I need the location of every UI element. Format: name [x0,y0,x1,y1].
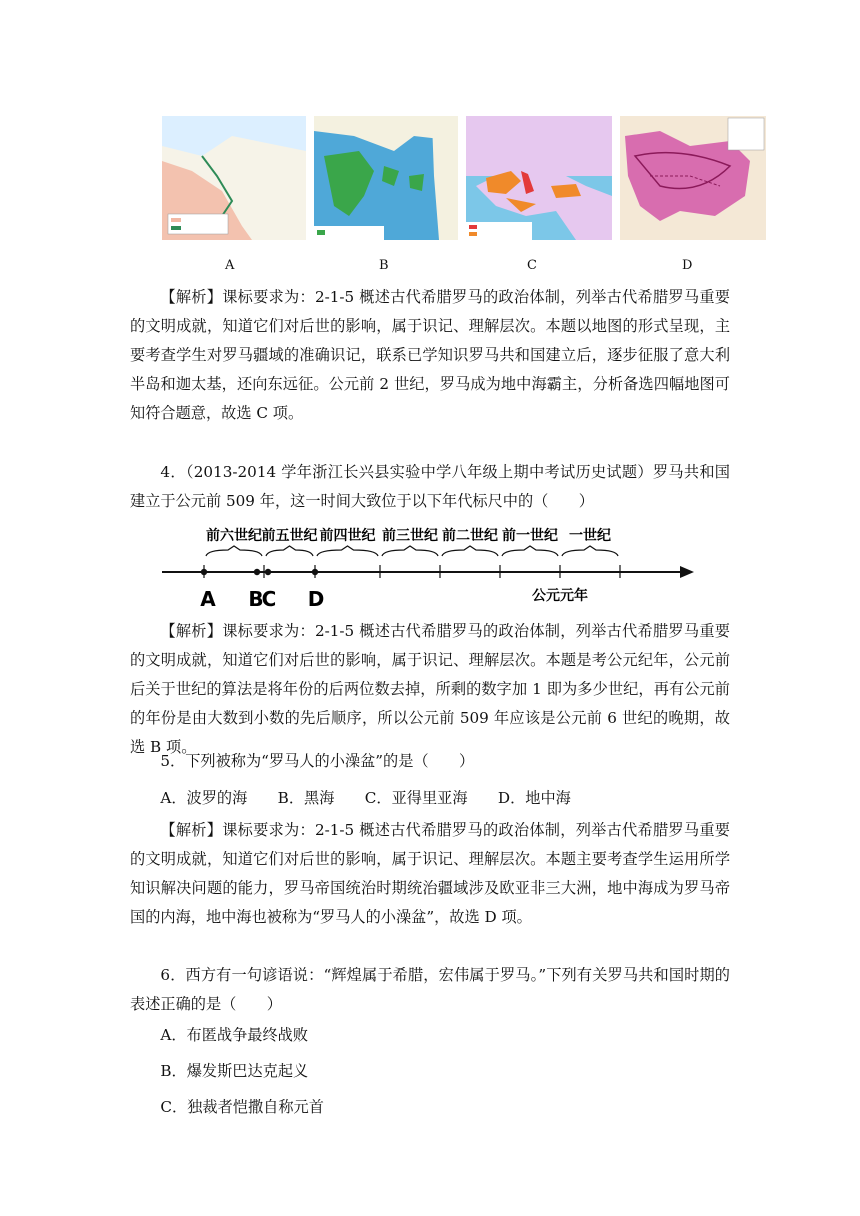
map-label-a: A [225,258,235,273]
century-brace [562,546,618,556]
map-c-image [466,116,612,240]
century-label: 前二世纪 [442,528,498,544]
timeline-point-label: D [307,587,325,611]
timeline-svg [158,520,698,612]
map-label-c: C [527,258,537,273]
timeline-point [265,569,271,575]
century-brace [317,546,378,556]
timeline-point-label: A [200,587,216,611]
timeline-ruler [158,520,698,612]
timeline-point [201,569,207,575]
question-6-option-c: C．独裁者恺撒自称元首 [160,1098,324,1116]
analysis-paragraph-1: 【解析】课标要求为：2-1-5 概述古代希腊罗马的政治体制，列举古代希腊罗马重要的文明成就，知道它们对后世的影响，属于识记、理解层次。本题以地图的形式呈现，主要考查学生对罗马疆域的准确识记，联系已学知识罗马共和国建立后，逐步征服了意大利半岛和迦太基，还向东远征。公元前 2 世纪，罗马成为地中海霸主，分析备选四幅地图可知符合题意，故选 C 项。 [130,288,730,422]
century-label: 前三世纪 [382,528,438,544]
question-6: 6．西方有一句谚语说：“辉煌属于希腊，宏伟属于罗马。”下列有关罗马共和国时期的表述正确的是（ ） [130,966,730,1013]
century-brace [206,546,262,556]
question-5: 5．下列被称为“罗马人的小澡盆”的是（ ） [160,752,475,770]
map-label-d: D [682,258,693,273]
century-label: 前一世纪 [502,528,558,544]
century-brace [382,546,438,556]
map-b-image [314,116,458,240]
century-brace [266,546,313,556]
timeline-point [254,569,260,575]
era-label: 公元元年 [532,588,588,604]
map-a-image [162,116,306,240]
century-label: 前四世纪 [319,528,376,544]
map-strip [162,116,766,240]
timeline-point-label: C [261,587,277,611]
question-6-option-a: A．布匿战争最终战败 [160,1026,309,1044]
question-6-option-b: B．爆发斯巴达克起义 [160,1062,309,1080]
century-label: 前五世纪 [261,528,318,544]
century-label: 前六世纪 [206,528,262,544]
timeline-arrow-icon [680,566,694,578]
analysis-paragraph-3: 【解析】课标要求为：2-1-5 概述古代希腊罗马的政治体制，列举古代希腊罗马重要的文明成就，知道它们对后世的影响，属于识记、理解层次。本题主要考查学生运用所学知识解决问题的能力，罗马帝国统治时期统治疆域涉及欧亚非三大洲，地中海成为罗马帝国的内海，地中海也被称为“罗马人的小澡盆”，故选 D 项。 [130,821,730,926]
map-d-image [620,116,766,240]
question-5-options: A．波罗的海 B．黑海 C．亚得里亚海 D．地中海 [160,789,571,807]
question-4: 4．（2013-2014 学年浙江长兴县实验中学八年级上期中考试历史试题）罗马共和国建立于公元前 509 年，这一时间大致位于以下年代标尺中的（ ） [130,463,730,510]
analysis-paragraph-2: 【解析】课标要求为：2-1-5 概述古代希腊罗马的政治体制，列举古代希腊罗马重要的文明成就，知道它们对后世的影响，属于识记、理解层次。本题是考公元纪年，公元前后关于世纪的算法是将年份的后两位数去掉，所剩的数字加 1 即为多少世纪，再有公元前的年份是由大数到小数的先后顺序，所以公元前 509 年应该是公元前 6 世纪的晚期，故选 B 项。 [130,622,730,756]
century-label: 一世纪 [569,528,611,544]
timeline-point-label: B [248,587,264,611]
century-brace [442,546,498,556]
timeline-point [312,569,318,575]
century-brace [502,546,558,556]
map-label-b: B [379,258,389,273]
